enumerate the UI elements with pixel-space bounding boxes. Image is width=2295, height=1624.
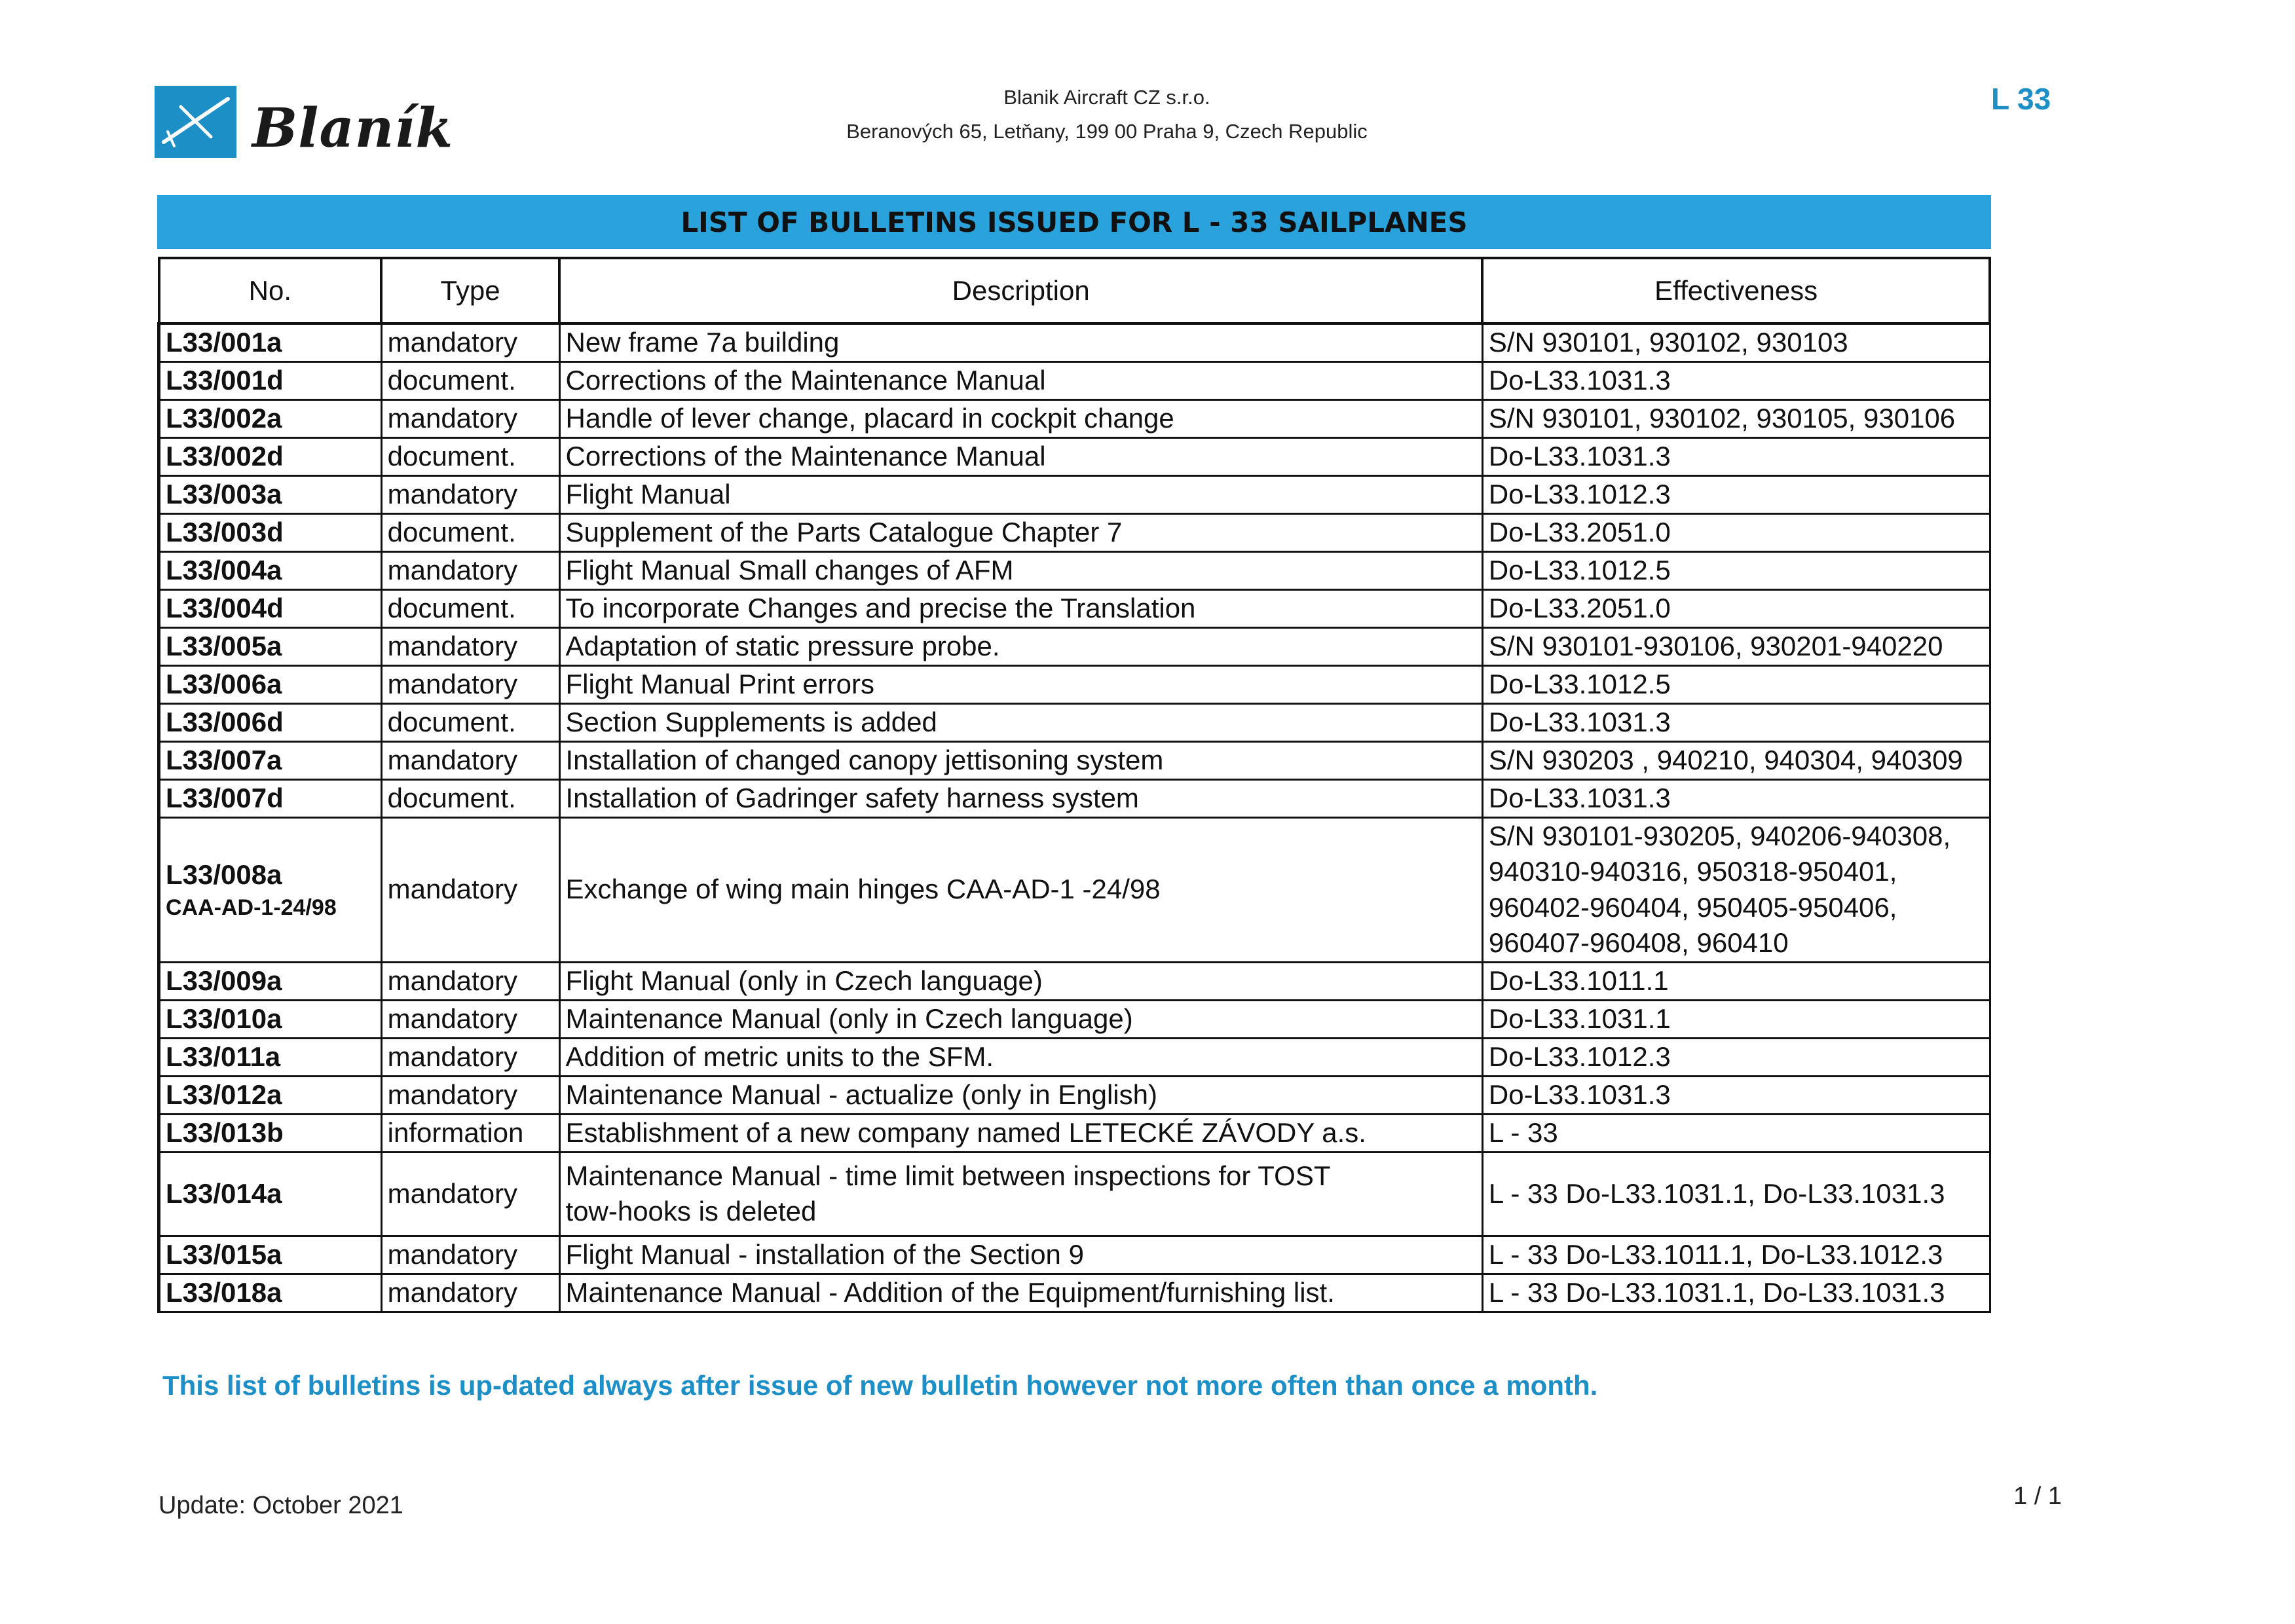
bulletin-effectiveness: Do-L33.1012.3 <box>1482 1038 1990 1076</box>
bulletin-number <box>159 513 382 551</box>
bulletin-type: mandatory <box>381 1152 559 1236</box>
column-header-effectiveness: Effectiveness <box>1482 258 1990 323</box>
bulletin-number-text: L33/018a <box>166 1277 282 1308</box>
table-body <box>159 323 1990 1312</box>
bulletin-description: New frame 7a building <box>559 323 1482 361</box>
bulletin-description: Installation of changed canopy jettisoning system <box>559 741 1482 779</box>
table-row <box>159 665 1990 703</box>
bulletin-type: document. <box>381 779 559 817</box>
bulletin-type: document. <box>381 513 559 551</box>
bulletin-number <box>159 962 382 1000</box>
bulletin-effectiveness: Do-L33.1011.1 <box>1482 962 1990 1000</box>
bulletin-effectiveness: Do-L33.1031.3 <box>1482 703 1990 741</box>
update-note: This list of bulletins is up-dated always after issue of new bulletin however not more often than once a month. <box>162 1370 1598 1401</box>
table-row <box>159 627 1990 665</box>
bulletin-type: mandatory <box>381 741 559 779</box>
bulletin-description: Maintenance Manual - Addition of the Equipment/furnishing list. <box>559 1274 1482 1312</box>
glider-icon <box>155 86 236 158</box>
bulletin-effectiveness: S/N 930101-930106, 930201-940220 <box>1482 627 1990 665</box>
bulletin-number <box>159 1000 382 1038</box>
bulletin-description: Maintenance Manual - actualize (only in English) <box>559 1076 1482 1114</box>
bulletin-type: mandatory <box>381 817 559 962</box>
bulletin-number <box>159 703 382 741</box>
bulletin-number <box>159 741 382 779</box>
company-address: Beranových 65, Letňany, 199 00 Praha 9, Czech Republic <box>846 120 1368 143</box>
bulletin-number <box>159 1274 382 1312</box>
bulletin-number-text: L33/008a <box>166 859 282 891</box>
bulletin-effectiveness: S/N 930203 , 940210, 940304, 940309 <box>1482 741 1990 779</box>
bulletin-number-text: L33/006a <box>166 668 282 699</box>
bulletin-number <box>159 627 382 665</box>
table-row <box>159 1114 1990 1152</box>
bulletin-effectiveness: S/N 930101-930205, 940206-940308, 940310-940316, 950318-950401, 960402-960404, 950405-950406, 960407-960408, 960410 <box>1482 817 1990 962</box>
bulletin-number-text: L33/004d <box>166 592 284 623</box>
bulletin-number-text: L33/010a <box>166 1003 282 1035</box>
logo-wordmark: Blaník <box>252 97 454 160</box>
table-row <box>159 741 1990 779</box>
table-row <box>159 1274 1990 1312</box>
update-date: Update: October 2021 <box>159 1492 403 1519</box>
bulletins-table <box>157 257 1991 1313</box>
bulletin-type: mandatory <box>381 1274 559 1312</box>
bulletin-type: mandatory <box>381 323 559 361</box>
column-header-type: Type <box>381 258 559 323</box>
bulletin-number-text: L33/009a <box>166 965 282 997</box>
bulletin-description: Supplement of the Parts Catalogue Chapter 7 <box>559 513 1482 551</box>
bulletin-effectiveness: S/N 930101, 930102, 930103 <box>1482 323 1990 361</box>
bulletin-number <box>159 551 382 589</box>
bulletin-number <box>159 1114 382 1152</box>
bulletin-description: Flight Manual Small changes of AFM <box>559 551 1482 589</box>
bulletin-number-text: L33/005a <box>166 630 282 661</box>
bulletin-type: mandatory <box>381 627 559 665</box>
document-code: L 33 <box>1991 82 2051 116</box>
table-row <box>159 703 1990 741</box>
table-header-row <box>159 258 1990 323</box>
bulletin-effectiveness: Do-L33.1031.3 <box>1482 437 1990 475</box>
page-title: LIST OF BULLETINS ISSUED FOR L - 33 SAILPLANES <box>157 195 1991 249</box>
bulletin-description: Addition of metric units to the SFM. <box>559 1038 1482 1076</box>
bulletin-effectiveness: L - 33 Do-L33.1011.1, Do-L33.1012.3 <box>1482 1236 1990 1274</box>
bulletin-description: Adaptation of static pressure probe. <box>559 627 1482 665</box>
bulletin-number <box>159 399 382 437</box>
bulletin-number-text: L33/007d <box>166 782 284 813</box>
bulletin-number-reference: CAA-AD-1-24/98 <box>166 895 337 920</box>
bulletin-number-text: L33/001d <box>166 364 284 396</box>
bulletin-type: information <box>381 1114 559 1152</box>
bulletin-description: Installation of Gadringer safety harness system <box>559 779 1482 817</box>
bulletin-description: Corrections of the Maintenance Manual <box>559 437 1482 475</box>
bulletin-description: Maintenance Manual - time limit between inspections for TOST tow-hooks is deleted <box>559 1152 1482 1236</box>
bulletin-number <box>159 323 382 361</box>
bulletin-description: Maintenance Manual (only in Czech language) <box>559 1000 1482 1038</box>
bulletin-type: document. <box>381 589 559 627</box>
bulletin-number-text: L33/014a <box>166 1178 282 1209</box>
bulletin-number-text: L33/004a <box>166 554 282 585</box>
bulletin-effectiveness: Do-L33.2051.0 <box>1482 589 1990 627</box>
table-row <box>159 361 1990 399</box>
bulletin-description: Flight Manual - installation of the Section 9 <box>559 1236 1482 1274</box>
table-row <box>159 437 1990 475</box>
table-row <box>159 399 1990 437</box>
bulletin-number <box>159 437 382 475</box>
bulletin-description: To incorporate Changes and precise the Translation <box>559 589 1482 627</box>
bulletin-effectiveness: L - 33 <box>1482 1114 1990 1152</box>
bulletin-type: mandatory <box>381 475 559 513</box>
table-row <box>159 962 1990 1000</box>
bulletin-effectiveness: Do-L33.1012.5 <box>1482 551 1990 589</box>
bulletin-type: mandatory <box>381 962 559 1000</box>
bulletin-number-text: L33/013b <box>166 1117 284 1149</box>
bulletin-number <box>159 1038 382 1076</box>
company-name: Blanik Aircraft CZ s.r.o. <box>1003 86 1210 109</box>
bulletin-number <box>159 361 382 399</box>
bulletin-number-text: L33/001a <box>166 327 282 358</box>
table-row <box>159 551 1990 589</box>
bulletin-number-text: L33/003a <box>166 478 282 509</box>
table-row <box>159 817 1990 962</box>
bulletin-effectiveness: Do-L33.1031.1 <box>1482 1000 1990 1038</box>
bulletin-effectiveness: Do-L33.1012.5 <box>1482 665 1990 703</box>
bulletin-type: document. <box>381 437 559 475</box>
bulletin-number-text: L33/012a <box>166 1079 282 1111</box>
bulletin-number <box>159 1236 382 1274</box>
bulletin-number-text: L33/011a <box>166 1041 281 1073</box>
bulletin-number-text: L33/015a <box>166 1239 282 1270</box>
bulletin-number-text: L33/003d <box>166 516 284 547</box>
bulletin-effectiveness: Do-L33.1012.3 <box>1482 475 1990 513</box>
table-row <box>159 1000 1990 1038</box>
bulletin-number-text: L33/002a <box>166 402 282 434</box>
bulletin-description: Corrections of the Maintenance Manual <box>559 361 1482 399</box>
bulletin-number <box>159 1152 382 1236</box>
bulletin-number-text: L33/002d <box>166 440 284 471</box>
bulletin-type: document. <box>381 703 559 741</box>
column-header-description: Description <box>559 258 1482 323</box>
bulletin-type: mandatory <box>381 1076 559 1114</box>
bulletin-type: mandatory <box>381 551 559 589</box>
table-row <box>159 475 1990 513</box>
bulletin-number <box>159 665 382 703</box>
bulletin-effectiveness: L - 33 Do-L33.1031.1, Do-L33.1031.3 <box>1482 1152 1990 1236</box>
bulletin-type: document. <box>381 361 559 399</box>
table-row <box>159 589 1990 627</box>
bulletin-type: mandatory <box>381 665 559 703</box>
bulletin-type: mandatory <box>381 1038 559 1076</box>
bulletin-type: mandatory <box>381 1000 559 1038</box>
bulletin-description: Section Supplements is added <box>559 703 1482 741</box>
bulletin-effectiveness: Do-L33.1031.3 <box>1482 1076 1990 1114</box>
bulletin-number <box>159 589 382 627</box>
table-row <box>159 513 1990 551</box>
table-row <box>159 1076 1990 1114</box>
column-header-no: No. <box>159 258 382 323</box>
table-row <box>159 323 1990 361</box>
bulletin-effectiveness: Do-L33.1031.3 <box>1482 779 1990 817</box>
bulletin-description: Flight Manual (only in Czech language) <box>559 962 1482 1000</box>
table-row <box>159 779 1990 817</box>
bulletin-type: mandatory <box>381 399 559 437</box>
bulletin-effectiveness: L - 33 Do-L33.1031.1, Do-L33.1031.3 <box>1482 1274 1990 1312</box>
bulletin-number <box>159 817 382 962</box>
table-row <box>159 1152 1990 1236</box>
bulletin-number <box>159 475 382 513</box>
bulletin-description: Handle of lever change, placard in cockpit change <box>559 399 1482 437</box>
bulletin-number-text: L33/006d <box>166 706 284 737</box>
bulletin-number-text: L33/007a <box>166 744 282 775</box>
bulletin-description: Flight Manual <box>559 475 1482 513</box>
page-number: 1 / 1 <box>2013 1483 2062 1510</box>
bulletin-effectiveness: Do-L33.1031.3 <box>1482 361 1990 399</box>
bulletin-effectiveness: S/N 930101, 930102, 930105, 930106 <box>1482 399 1990 437</box>
bulletin-description: Exchange of wing main hinges CAA-AD-1 -24/98 <box>559 817 1482 962</box>
bulletin-effectiveness: Do-L33.2051.0 <box>1482 513 1990 551</box>
bulletin-description: Establishment of a new company named LETECKÉ ZÁVODY a.s. <box>559 1114 1482 1152</box>
bulletin-number <box>159 779 382 817</box>
bulletin-description: Flight Manual Print errors <box>559 665 1482 703</box>
table-row <box>159 1038 1990 1076</box>
bulletin-type: mandatory <box>381 1236 559 1274</box>
table-row <box>159 1236 1990 1274</box>
bulletin-number <box>159 1076 382 1114</box>
company-logo <box>155 86 236 158</box>
